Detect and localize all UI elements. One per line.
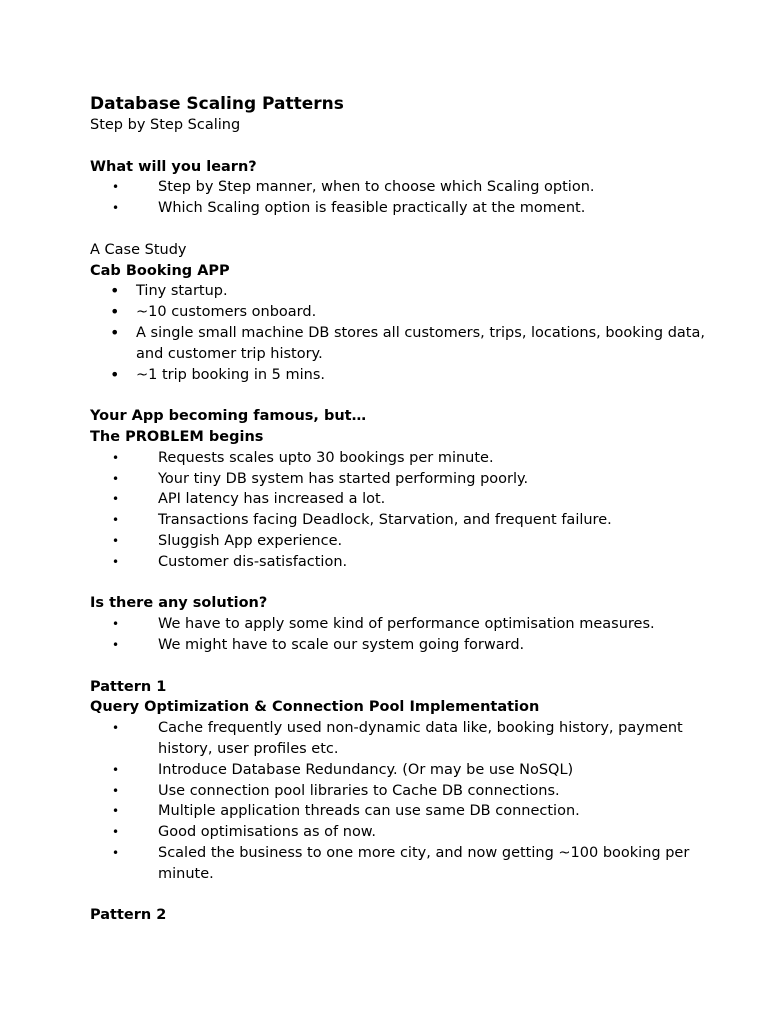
problem-heading-1: Your App becoming famous, but…: [90, 408, 367, 425]
list-item: [90, 448, 710, 469]
bullet-icon: •: [112, 513, 120, 528]
list-item-text: We might have to scale our system going forward.: [158, 636, 525, 653]
list-item: [90, 635, 710, 656]
bullet-icon: •: [112, 450, 120, 465]
pattern1-heading-1: Pattern 1: [90, 678, 167, 695]
list-item: [90, 843, 710, 885]
bullet-icon: •: [112, 637, 120, 652]
bullet-icon: •: [112, 804, 120, 819]
list-item: [90, 198, 710, 219]
list-item-text: Multiple application threads can use same DB connection.: [158, 803, 580, 820]
list-item: [90, 302, 710, 323]
bullet-icon: •: [112, 617, 120, 632]
list-item: [90, 489, 710, 510]
list-item-text: Scaled the business to one more city, and now getting ~100 booking per minute.: [158, 844, 690, 882]
bullet-icon: •: [112, 762, 120, 777]
document-subtitle: Step by Step Scaling: [90, 117, 241, 133]
case-study-heading: Cab Booking APP: [90, 262, 230, 279]
bullet-icon: •: [112, 533, 120, 548]
bullet-icon: •: [112, 471, 120, 486]
list-item: [90, 365, 710, 386]
list-item: [90, 781, 710, 802]
pattern2-heading-1: Pattern 2: [90, 907, 167, 924]
spacer: [90, 219, 710, 240]
list-item: [90, 760, 710, 781]
list-item-text: ~1 trip booking in 5 mins.: [136, 366, 326, 383]
solution-heading: Is there any solution?: [90, 595, 268, 612]
list-item-text: A single small machine DB stores all customers, trips, locations, booking data, and customer trip history.: [136, 324, 705, 362]
bullet-icon: •: [110, 322, 120, 342]
list-item: [90, 614, 710, 635]
bullet-icon: •: [112, 492, 120, 507]
document-content: [90, 93, 710, 926]
list-item: [90, 177, 710, 198]
list-item-text: Customer dis-satisfaction.: [158, 553, 348, 570]
list-item-text: Good optimisations as of now.: [158, 824, 376, 841]
list-item-text: Use connection pool libraries to Cache DB connections.: [158, 782, 560, 799]
list-item-text: Which Scaling option is feasible practically at the moment.: [158, 200, 586, 217]
document-title: Database Scaling Patterns: [90, 94, 344, 114]
bullet-icon: •: [110, 281, 120, 301]
list-item: [90, 323, 710, 365]
pattern1-list: [90, 718, 710, 884]
spacer: [90, 884, 710, 905]
list-item: [90, 281, 710, 302]
bullet-icon: •: [112, 721, 120, 736]
list-item: [90, 469, 710, 490]
list-item-text: Tiny startup.: [136, 283, 228, 300]
case-study-list: [90, 281, 710, 385]
problem-list: [90, 448, 710, 573]
list-item: [90, 531, 710, 552]
list-item-text: Requests scales upto 30 bookings per minute.: [158, 449, 494, 466]
pattern1-heading-2: Query Optimization & Connection Pool Implementation: [90, 699, 540, 716]
spacer: [90, 136, 710, 157]
bullet-icon: •: [112, 201, 120, 216]
learn-list: [90, 177, 710, 219]
list-item: [90, 552, 710, 573]
list-item: [90, 801, 710, 822]
bullet-icon: •: [112, 783, 120, 798]
list-item-text: Step by Step manner, when to choose which Scaling option.: [158, 179, 595, 196]
spacer: [90, 385, 710, 406]
solution-list: [90, 614, 710, 656]
list-item-text: We have to apply some kind of performance optimisation measures.: [158, 616, 655, 633]
bullet-icon: •: [112, 825, 120, 840]
learn-heading: What will you learn?: [90, 158, 257, 175]
list-item-text: Cache frequently used non-dynamic data like, booking history, payment history, user profiles etc.: [158, 720, 683, 757]
problem-heading-2: The PROBLEM begins: [90, 428, 264, 445]
list-item-text: Your tiny DB system has started performing poorly.: [158, 470, 529, 487]
bullet-icon: •: [112, 180, 120, 195]
bullet-icon: •: [110, 364, 120, 384]
spacer: [90, 656, 710, 677]
list-item-text: API latency has increased a lot.: [158, 491, 386, 508]
bullet-icon: •: [112, 845, 120, 860]
case-study-label: A Case Study: [90, 241, 187, 258]
spacer: [90, 573, 710, 594]
list-item-text: ~10 customers onboard.: [136, 304, 317, 321]
list-item: [90, 822, 710, 843]
list-item-text: Transactions facing Deadlock, Starvation, and frequent failure.: [158, 512, 612, 529]
list-item-text: Introduce Database Redundancy. (Or may be use NoSQL): [158, 761, 574, 778]
list-item: [90, 510, 710, 531]
list-item-text: Sluggish App experience.: [158, 532, 343, 549]
list-item: [90, 718, 710, 760]
bullet-icon: •: [112, 554, 120, 569]
bullet-icon: •: [110, 302, 120, 322]
